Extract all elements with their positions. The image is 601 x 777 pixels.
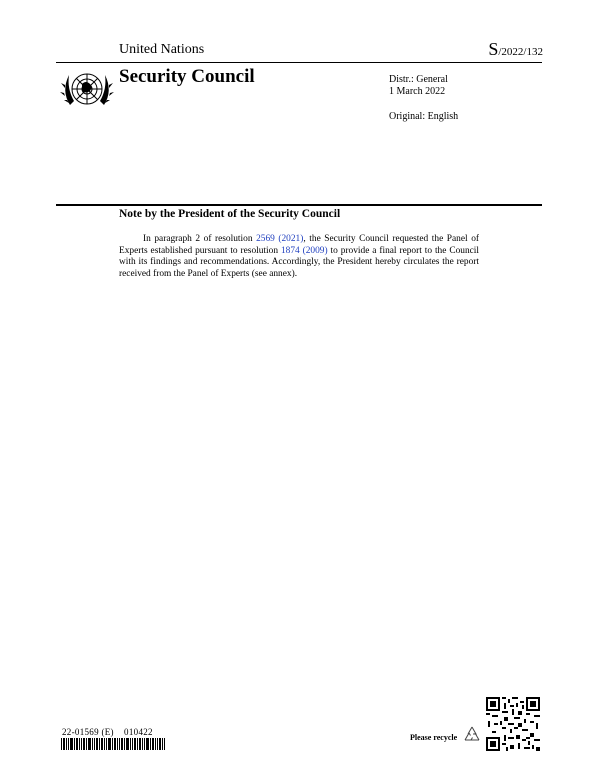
organization-name: United Nations <box>119 42 205 57</box>
body-paragraph <box>119 234 479 280</box>
document-symbol <box>488 39 543 60</box>
distribution-block <box>389 74 448 98</box>
para-text-3: to provide a final report to the Council with its findings and recommendations. Accordingly, the President hereby circulates the report received from the Panel of Experts (see annex). <box>119 245 479 279</box>
recycle-icon <box>462 725 482 745</box>
qr-code-icon <box>486 697 540 751</box>
organ-title: Security Council <box>119 66 255 87</box>
note-title: Note by the President of the Security Council <box>119 208 341 220</box>
header-rule <box>56 62 542 63</box>
distribution: Distr.: General <box>389 74 448 85</box>
para-text-1: In paragraph 2 of resolution <box>143 234 257 244</box>
resolution-link-2569[interactable]: 2569 (2021) <box>256 234 304 244</box>
symbol-prefix: S <box>488 39 499 59</box>
resolution-link-1874[interactable]: 1874 (2009) <box>280 245 328 256</box>
document-date: 1 March 2022 <box>389 86 446 97</box>
recycle-label: Please recycle <box>410 733 458 742</box>
job-number: 22-01569 (E) 010422 <box>62 727 153 737</box>
un-emblem-icon <box>58 65 116 115</box>
barcode-icon <box>61 738 165 750</box>
para-text-2: , the Security Council requested the Panel of Experts established pursuant to resolution <box>119 234 479 256</box>
section-rule <box>56 204 542 206</box>
original-language: Original: English <box>389 111 459 122</box>
symbol-rest: /2022/132 <box>498 46 543 58</box>
